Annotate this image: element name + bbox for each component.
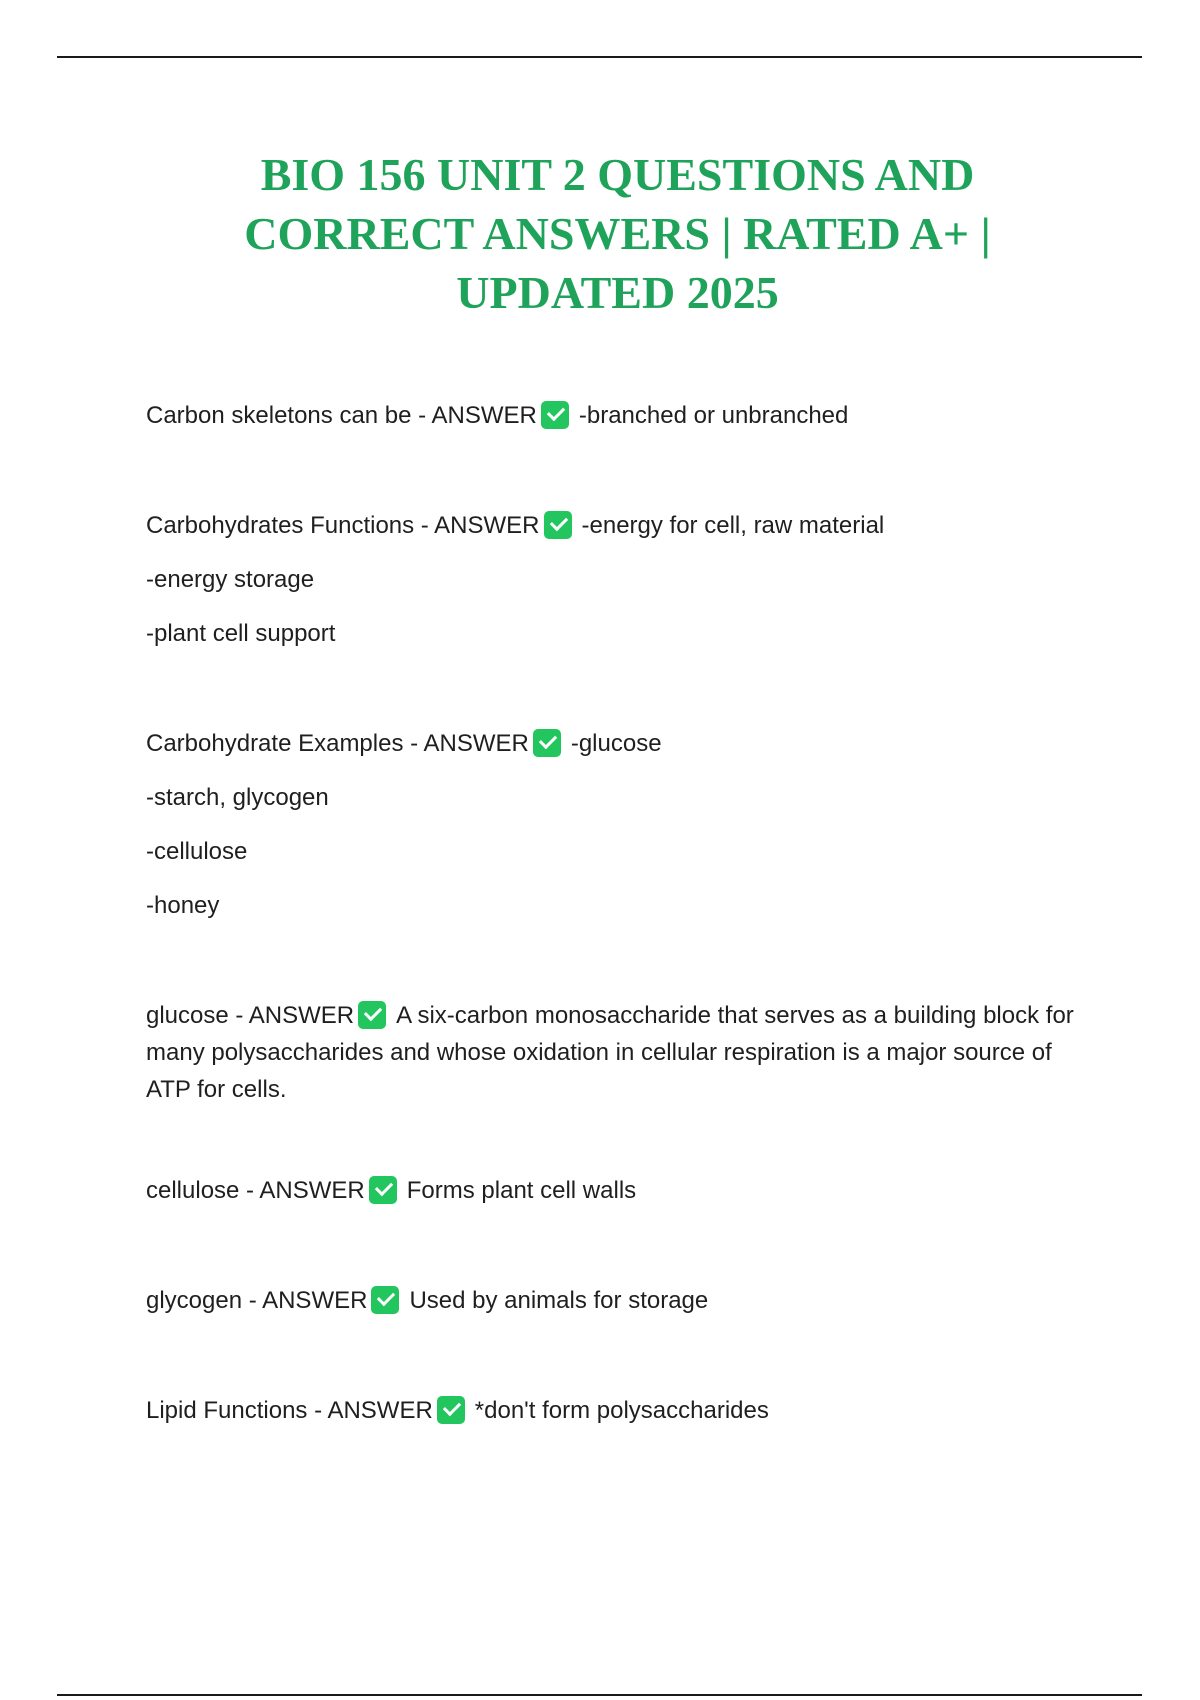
bottom-divider — [57, 1694, 1142, 1696]
qa-item — [146, 1384, 1096, 1438]
answer-marker: ANSWER — [327, 1397, 433, 1424]
white-check-mark-icon — [544, 511, 572, 539]
qa-answer: -energy for cell, raw material — [581, 512, 885, 539]
qa-extra-line: -honey — [146, 892, 220, 919]
qa-line: Carbohydrate Examples - ANSWER -glucose — [146, 730, 662, 757]
white-check-mark-icon — [541, 401, 569, 429]
qa-term: Carbon skeletons can be — [146, 402, 412, 429]
qa-line: Carbohydrates Functions - ANSWER -energy for cell, raw material — [146, 512, 885, 539]
answer-marker: ANSWER — [259, 1177, 365, 1204]
qa-line: cellulose - ANSWER Forms plant cell walls — [146, 1177, 637, 1204]
white-check-mark-icon — [371, 1286, 399, 1314]
white-check-mark-icon — [533, 729, 561, 757]
qa-term: glucose — [146, 1002, 229, 1029]
qa-extra-line: -plant cell support — [146, 620, 336, 647]
white-check-mark-icon — [437, 1396, 465, 1424]
qa-answer: Used by animals for storage — [409, 1287, 709, 1314]
qa-answer: -glucose — [570, 730, 662, 757]
answer-marker: ANSWER — [248, 1002, 355, 1029]
qa-answer: *don't form polysaccharides — [474, 1397, 769, 1424]
qa-extra-line: -starch, glycogen — [146, 784, 329, 811]
qa-answer: A six-carbon monosaccharide that serves as a building block for many polysaccharides and whose oxidation in cellular respiration is a major source of ATP for cells. — [146, 1002, 1074, 1103]
answer-marker: ANSWER — [262, 1287, 368, 1314]
qa-line: glucose - ANSWER A six-carbon monosaccharide that serves as a building block for many polysaccharides and whose oxidation in cellular respiration is a major source of ATP for cells. — [146, 1002, 1074, 1103]
qa-term: cellulose — [146, 1177, 240, 1204]
qa-line: Carbon skeletons can be - ANSWER -branched or unbranched — [146, 402, 849, 429]
answer-marker: ANSWER — [431, 402, 537, 429]
qa-term: Lipid Functions — [146, 1397, 308, 1424]
qa-line: Lipid Functions - ANSWER *don't form polysaccharides — [146, 1397, 769, 1424]
answer-marker: ANSWER — [423, 730, 529, 757]
answer-marker: ANSWER — [434, 512, 540, 539]
qa-answer: Forms plant cell walls — [406, 1177, 637, 1204]
white-check-mark-icon — [358, 1001, 386, 1029]
qa-item — [146, 717, 1096, 933]
qa-extra-line: -energy storage — [146, 566, 315, 593]
document-title: BIO 156 UNIT 2 QUESTIONS AND CORRECT ANSWERS | RATED A+ | UPDATED 2025 — [244, 149, 991, 318]
qa-item — [146, 989, 1096, 1108]
qa-term: Carbohydrates Functions — [146, 512, 415, 539]
qa-term: glycogen — [146, 1287, 243, 1314]
qa-item — [146, 1274, 1096, 1328]
qa-item — [146, 499, 1096, 661]
top-divider — [57, 56, 1142, 58]
white-check-mark-icon — [369, 1176, 397, 1204]
qa-answer: -branched or unbranched — [578, 402, 849, 429]
qa-term: Carbohydrate Examples — [146, 730, 404, 757]
qa-line: glycogen - ANSWER Used by animals for storage — [146, 1287, 709, 1314]
qa-list — [146, 389, 1096, 1438]
qa-extra-line: -cellulose — [146, 838, 248, 865]
qa-item — [146, 1164, 1096, 1218]
qa-item — [146, 389, 1096, 443]
